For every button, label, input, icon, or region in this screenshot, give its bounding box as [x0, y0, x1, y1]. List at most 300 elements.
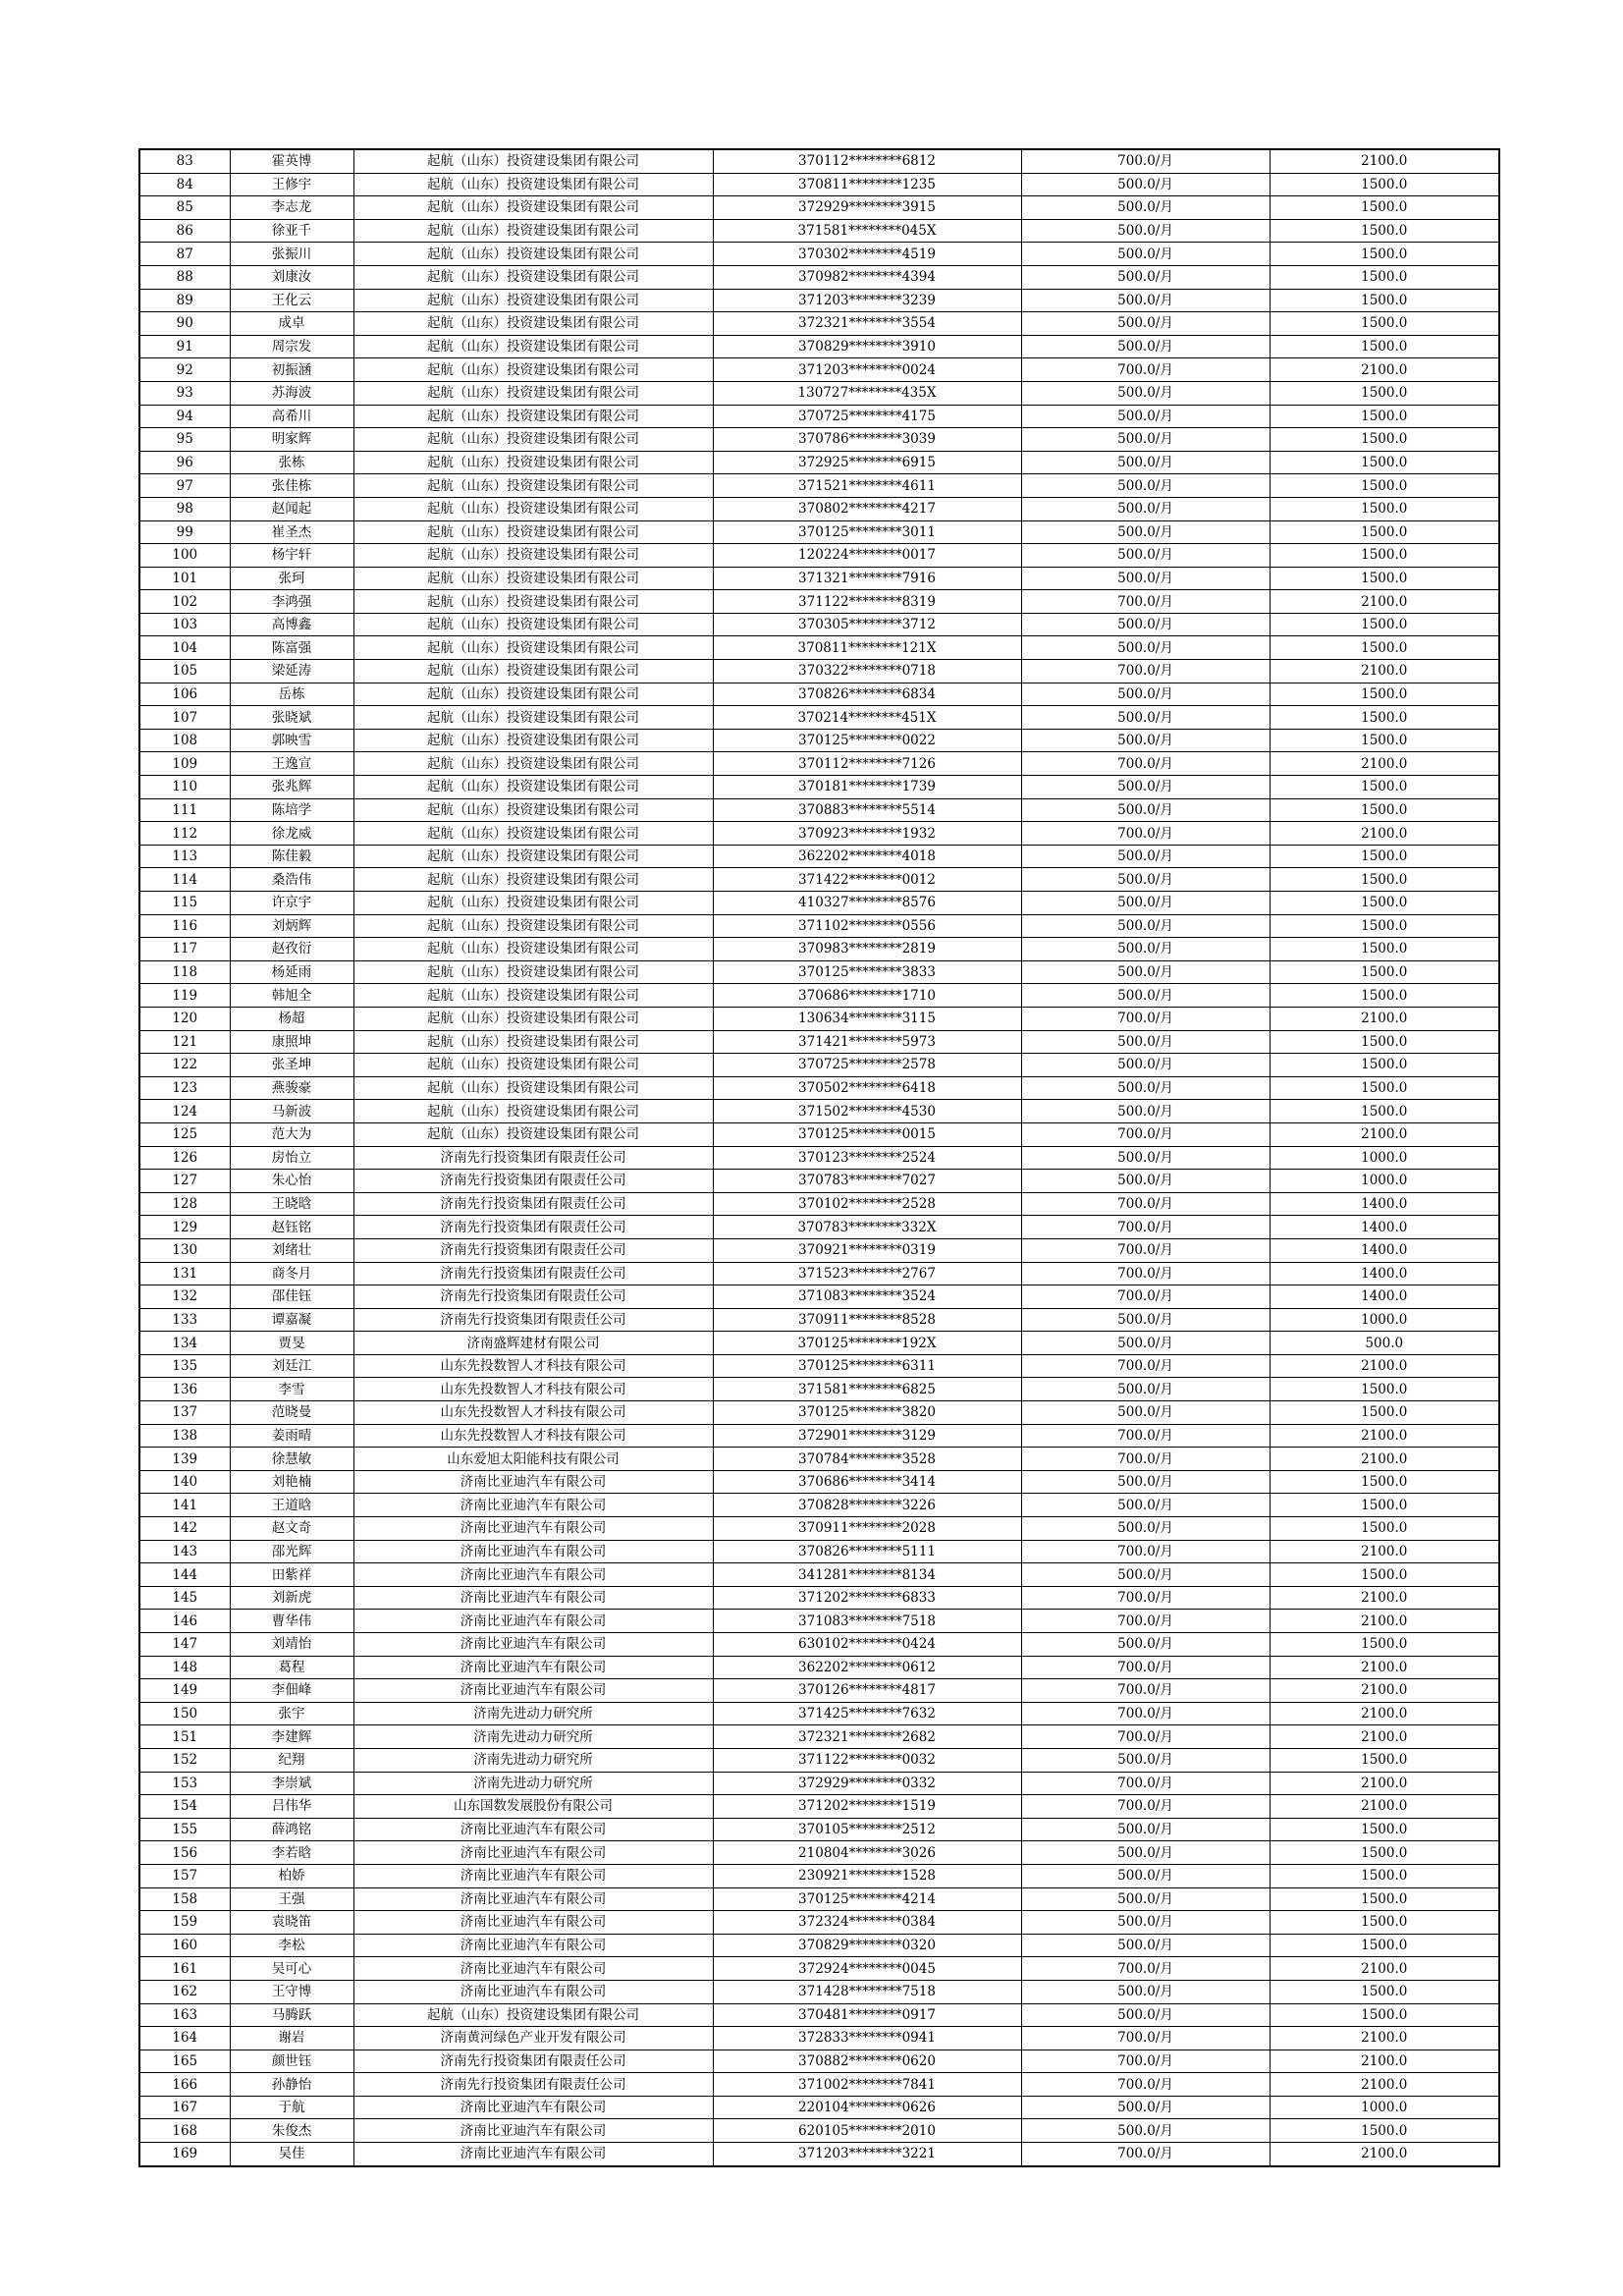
row-number-cell: 130 — [139, 1238, 230, 1262]
table-row — [139, 706, 1499, 730]
row-number-cell: 145 — [139, 1586, 230, 1610]
subsidy-total-cell: 1500.0 — [1270, 636, 1499, 660]
row-number-cell: 101 — [139, 567, 230, 590]
person-name-cell: 马腾跃 — [230, 2003, 353, 2027]
subsidy-standard-cell: 700.0/月 — [1021, 1702, 1270, 1725]
table-row — [139, 1864, 1499, 1887]
row-number-cell: 111 — [139, 798, 230, 822]
person-name-cell: 李志龙 — [230, 196, 353, 220]
subsidy-standard-cell: 700.0/月 — [1021, 1795, 1270, 1819]
person-name-cell: 刘绪壮 — [230, 1238, 353, 1262]
company-name-cell: 起航（山东）投资建设集团有限公司 — [353, 706, 713, 730]
person-name-cell: 王道晗 — [230, 1494, 353, 1517]
subsidy-total-cell: 1500.0 — [1270, 1517, 1499, 1541]
subsidy-total-cell: 2100.0 — [1270, 1702, 1499, 1725]
subsidy-total-cell: 1000.0 — [1270, 1146, 1499, 1170]
table-row — [139, 845, 1499, 868]
subsidy-total-cell: 1500.0 — [1270, 938, 1499, 961]
table-row — [139, 1540, 1499, 1563]
row-number-cell: 116 — [139, 914, 230, 938]
row-number-cell: 155 — [139, 1818, 230, 1841]
table-row — [139, 381, 1499, 405]
person-name-cell: 柏娇 — [230, 1864, 353, 1887]
subsidy-total-cell: 1500.0 — [1270, 335, 1499, 358]
subsidy-total-cell: 2100.0 — [1270, 1772, 1499, 1795]
id-number-cell: 370882********0620 — [713, 2050, 1021, 2073]
table-row — [139, 2027, 1499, 2050]
id-number-cell: 370322********0718 — [713, 660, 1021, 683]
id-number-cell: 370181********1739 — [713, 776, 1021, 799]
row-number-cell: 135 — [139, 1354, 230, 1378]
person-name-cell: 贾旻 — [230, 1332, 353, 1355]
subsidy-standard-cell: 700.0/月 — [1021, 1122, 1270, 1146]
row-number-cell: 108 — [139, 729, 230, 752]
table-row — [139, 2096, 1499, 2119]
row-number-cell: 89 — [139, 289, 230, 312]
subsidy-total-cell: 1500.0 — [1270, 1563, 1499, 1587]
subsidy-total-cell: 1500.0 — [1270, 428, 1499, 452]
person-name-cell: 刘靖怡 — [230, 1633, 353, 1657]
company-name-cell: 济南比亚迪汽车有限公司 — [353, 1610, 713, 1633]
company-name-cell: 济南比亚迪汽车有限公司 — [353, 1864, 713, 1887]
subsidy-total-cell: 1500.0 — [1270, 1841, 1499, 1865]
id-number-cell: 372833********0941 — [713, 2027, 1021, 2050]
company-name-cell: 起航（山东）投资建设集团有限公司 — [353, 822, 713, 846]
row-number-cell: 139 — [139, 1448, 230, 1471]
subsidy-total-cell: 1500.0 — [1270, 798, 1499, 822]
subsidy-total-cell: 1500.0 — [1270, 567, 1499, 590]
subsidy-standard-cell: 500.0/月 — [1021, 1378, 1270, 1401]
person-name-cell: 康照坤 — [230, 1030, 353, 1054]
table-row — [139, 1957, 1499, 1981]
id-number-cell: 372924********0045 — [713, 1957, 1021, 1981]
person-name-cell: 邵佳钰 — [230, 1285, 353, 1309]
id-number-cell: 370786********3039 — [713, 428, 1021, 452]
company-name-cell: 济南先行投资集团有限责任公司 — [353, 2073, 713, 2097]
table-row — [139, 1517, 1499, 1541]
person-name-cell: 张圣坤 — [230, 1054, 353, 1077]
subsidy-total-cell: 2100.0 — [1270, 2073, 1499, 2097]
company-name-cell: 起航（山东）投资建设集团有限公司 — [353, 984, 713, 1008]
id-number-cell: 371202********1519 — [713, 1795, 1021, 1819]
row-number-cell: 105 — [139, 660, 230, 683]
table-row — [139, 1610, 1499, 1633]
person-name-cell: 刘新虎 — [230, 1586, 353, 1610]
subsidy-total-cell: 1500.0 — [1270, 729, 1499, 752]
person-name-cell: 范大为 — [230, 1122, 353, 1146]
person-name-cell: 颜世钰 — [230, 2050, 353, 2073]
company-name-cell: 济南先行投资集团有限责任公司 — [353, 1146, 713, 1170]
company-name-cell: 济南比亚迪汽车有限公司 — [353, 1679, 713, 1703]
company-name-cell: 起航（山东）投资建设集团有限公司 — [353, 289, 713, 312]
row-number-cell: 134 — [139, 1332, 230, 1355]
subsidy-standard-cell: 500.0/月 — [1021, 613, 1270, 636]
table-row — [139, 289, 1499, 312]
person-name-cell: 谢岩 — [230, 2027, 353, 2050]
table-row — [139, 428, 1499, 452]
person-name-cell: 燕骏豪 — [230, 1076, 353, 1100]
table-row — [139, 1076, 1499, 1100]
subsidy-standard-cell: 500.0/月 — [1021, 474, 1270, 498]
company-name-cell: 济南比亚迪汽车有限公司 — [353, 1517, 713, 1541]
person-name-cell: 李佃峰 — [230, 1679, 353, 1703]
row-number-cell: 113 — [139, 845, 230, 868]
id-number-cell: 370125********0015 — [713, 1122, 1021, 1146]
id-number-cell: 370783********332X — [713, 1216, 1021, 1239]
person-name-cell: 苏海波 — [230, 381, 353, 405]
row-number-cell: 90 — [139, 312, 230, 336]
subsidy-standard-cell: 700.0/月 — [1021, 2143, 1270, 2166]
company-name-cell: 起航（山东）投资建设集团有限公司 — [353, 149, 713, 173]
person-name-cell: 刘炳辉 — [230, 914, 353, 938]
subsidy-standard-cell: 500.0/月 — [1021, 312, 1270, 336]
company-name-cell: 起航（山东）投资建设集团有限公司 — [353, 752, 713, 776]
person-name-cell: 成卓 — [230, 312, 353, 336]
company-name-cell: 济南先进动力研究所 — [353, 1702, 713, 1725]
table-row — [139, 2050, 1499, 2073]
id-number-cell: 370811********1235 — [713, 173, 1021, 196]
person-name-cell: 于航 — [230, 2096, 353, 2119]
company-name-cell: 山东爱旭太阳能科技有限公司 — [353, 1448, 713, 1471]
id-number-cell: 370802********4217 — [713, 497, 1021, 520]
table-row — [139, 1887, 1499, 1911]
id-number-cell: 230921********1528 — [713, 1864, 1021, 1887]
subsidy-standard-cell: 500.0/月 — [1021, 892, 1270, 915]
table-row — [139, 2003, 1499, 2027]
row-number-cell: 158 — [139, 1887, 230, 1911]
table-row — [139, 914, 1499, 938]
subsidy-total-cell: 1500.0 — [1270, 960, 1499, 984]
table-row — [139, 1841, 1499, 1865]
subsidy-standard-cell: 500.0/月 — [1021, 683, 1270, 706]
person-name-cell: 李鸿强 — [230, 590, 353, 614]
subsidy-standard-cell: 500.0/月 — [1021, 1332, 1270, 1355]
id-number-cell: 370911********8528 — [713, 1308, 1021, 1332]
subsidy-standard-cell: 500.0/月 — [1021, 1633, 1270, 1657]
subsidy-standard-cell: 500.0/月 — [1021, 1911, 1270, 1935]
subsidy-total-cell: 2100.0 — [1270, 1656, 1499, 1679]
person-name-cell: 张宇 — [230, 1702, 353, 1725]
subsidy-standard-cell: 700.0/月 — [1021, 1216, 1270, 1239]
company-name-cell: 起航（山东）投资建设集团有限公司 — [353, 381, 713, 405]
company-name-cell: 济南先进动力研究所 — [353, 1748, 713, 1772]
table-row — [139, 1030, 1499, 1054]
table-row — [139, 1054, 1499, 1077]
subsidy-total-cell: 1500.0 — [1270, 520, 1499, 544]
id-number-cell: 370784********3528 — [713, 1448, 1021, 1471]
subsidy-standard-cell: 700.0/月 — [1021, 1679, 1270, 1703]
company-name-cell: 济南比亚迪汽车有限公司 — [353, 1563, 713, 1587]
row-number-cell: 103 — [139, 613, 230, 636]
subsidy-standard-cell: 500.0/月 — [1021, 1494, 1270, 1517]
row-number-cell: 168 — [139, 2119, 230, 2143]
company-name-cell: 山东先投数智人才科技有限公司 — [353, 1354, 713, 1378]
subsidy-standard-cell: 700.0/月 — [1021, 1772, 1270, 1795]
id-number-cell: 630102********0424 — [713, 1633, 1021, 1657]
table-row — [139, 1332, 1499, 1355]
subsidy-total-cell: 1500.0 — [1270, 984, 1499, 1008]
table-row — [139, 1494, 1499, 1517]
subsidy-standard-cell: 700.0/月 — [1021, 2027, 1270, 2050]
company-name-cell: 济南比亚迪汽车有限公司 — [353, 1957, 713, 1981]
row-number-cell: 83 — [139, 149, 230, 173]
subsidy-standard-cell: 700.0/月 — [1021, 1586, 1270, 1610]
company-name-cell: 起航（山东）投资建设集团有限公司 — [353, 914, 713, 938]
person-name-cell: 曹华伟 — [230, 1610, 353, 1633]
subsidy-standard-cell: 700.0/月 — [1021, 1540, 1270, 1563]
row-number-cell: 150 — [139, 1702, 230, 1725]
subsidy-standard-cell: 500.0/月 — [1021, 196, 1270, 220]
row-number-cell: 109 — [139, 752, 230, 776]
person-name-cell: 霍英博 — [230, 149, 353, 173]
table-row — [139, 567, 1499, 590]
id-number-cell: 370125********3011 — [713, 520, 1021, 544]
id-number-cell: 370125********0022 — [713, 729, 1021, 752]
company-name-cell: 起航（山东）投资建设集团有限公司 — [353, 729, 713, 752]
subsidy-standard-cell: 700.0/月 — [1021, 1448, 1270, 1471]
company-name-cell: 起航（山东）投资建设集团有限公司 — [353, 358, 713, 382]
id-number-cell: 372901********3129 — [713, 1424, 1021, 1448]
subsidy-standard-cell: 500.0/月 — [1021, 776, 1270, 799]
person-name-cell: 徐慧敏 — [230, 1448, 353, 1471]
table-row — [139, 1656, 1499, 1679]
subsidy-total-cell: 1500.0 — [1270, 196, 1499, 220]
subsidy-total-cell: 1500.0 — [1270, 474, 1499, 498]
person-name-cell: 田紫祥 — [230, 1563, 353, 1587]
company-name-cell: 起航（山东）投资建设集团有限公司 — [353, 636, 713, 660]
company-name-cell: 济南比亚迪汽车有限公司 — [353, 2143, 713, 2166]
row-number-cell: 86 — [139, 219, 230, 243]
person-name-cell: 范晓曼 — [230, 1401, 353, 1425]
subsidy-total-cell: 1500.0 — [1270, 1818, 1499, 1841]
id-number-cell: 371421********5973 — [713, 1030, 1021, 1054]
row-number-cell: 162 — [139, 1980, 230, 2003]
id-number-cell: 371202********6833 — [713, 1586, 1021, 1610]
person-name-cell: 张兆辉 — [230, 776, 353, 799]
subsidy-total-cell: 1400.0 — [1270, 1216, 1499, 1239]
subsidy-total-cell: 1500.0 — [1270, 914, 1499, 938]
id-number-cell: 370783********7027 — [713, 1170, 1021, 1193]
row-number-cell: 136 — [139, 1378, 230, 1401]
subsidy-total-cell: 1500.0 — [1270, 1100, 1499, 1123]
person-name-cell: 周宗发 — [230, 335, 353, 358]
subsidy-total-cell: 1500.0 — [1270, 1030, 1499, 1054]
id-number-cell: 371422********0012 — [713, 868, 1021, 892]
table-row — [139, 2143, 1499, 2166]
person-name-cell: 王化云 — [230, 289, 353, 312]
row-number-cell: 99 — [139, 520, 230, 544]
table-row — [139, 1748, 1499, 1772]
subsidy-total-cell: 1500.0 — [1270, 1980, 1499, 2003]
row-number-cell: 102 — [139, 590, 230, 614]
company-name-cell: 起航（山东）投资建设集团有限公司 — [353, 243, 713, 266]
company-name-cell: 济南先行投资集团有限责任公司 — [353, 1285, 713, 1309]
subsidy-standard-cell: 700.0/月 — [1021, 2050, 1270, 2073]
row-number-cell: 122 — [139, 1054, 230, 1077]
person-name-cell: 吴佳 — [230, 2143, 353, 2166]
subsidy-standard-cell: 500.0/月 — [1021, 2119, 1270, 2143]
subsidy-standard-cell: 700.0/月 — [1021, 1957, 1270, 1981]
id-number-cell: 370982********4394 — [713, 265, 1021, 289]
company-name-cell: 起航（山东）投资建设集团有限公司 — [353, 544, 713, 568]
company-name-cell: 山东国数发展股份有限公司 — [353, 1795, 713, 1819]
id-number-cell: 371523********2767 — [713, 1262, 1021, 1285]
subsidy-standard-cell: 500.0/月 — [1021, 636, 1270, 660]
company-name-cell: 起航（山东）投资建设集团有限公司 — [353, 960, 713, 984]
subsidy-standard-cell: 500.0/月 — [1021, 1841, 1270, 1865]
id-number-cell: 130727********435X — [713, 381, 1021, 405]
subsidy-total-cell: 2100.0 — [1270, 590, 1499, 614]
table-row — [139, 451, 1499, 474]
id-number-cell: 370983********2819 — [713, 938, 1021, 961]
row-number-cell: 115 — [139, 892, 230, 915]
table-row — [139, 683, 1499, 706]
table-row — [139, 1285, 1499, 1309]
company-name-cell: 起航（山东）投资建设集团有限公司 — [353, 2003, 713, 2027]
table-row — [139, 1911, 1499, 1935]
person-name-cell: 杨宇轩 — [230, 544, 353, 568]
person-name-cell: 王逸宣 — [230, 752, 353, 776]
row-number-cell: 112 — [139, 822, 230, 846]
subsidy-total-cell: 2100.0 — [1270, 822, 1499, 846]
row-number-cell: 97 — [139, 474, 230, 498]
subsidy-total-cell: 1500.0 — [1270, 1054, 1499, 1077]
subsidy-standard-cell: 700.0/月 — [1021, 1285, 1270, 1309]
id-number-cell: 371102********0556 — [713, 914, 1021, 938]
table-row — [139, 729, 1499, 752]
table-row — [139, 613, 1499, 636]
table-row — [139, 1679, 1499, 1703]
id-number-cell: 370826********6834 — [713, 683, 1021, 706]
id-number-cell: 372929********0332 — [713, 1772, 1021, 1795]
id-number-cell: 410327********8576 — [713, 892, 1021, 915]
company-name-cell: 起航（山东）投资建设集团有限公司 — [353, 1030, 713, 1054]
person-name-cell: 梁延涛 — [230, 660, 353, 683]
company-name-cell: 起航（山东）投资建设集团有限公司 — [353, 428, 713, 452]
company-name-cell: 起航（山东）投资建设集团有限公司 — [353, 520, 713, 544]
row-number-cell: 84 — [139, 173, 230, 196]
subsidy-total-cell: 2100.0 — [1270, 660, 1499, 683]
subsidy-standard-cell: 700.0/月 — [1021, 1238, 1270, 1262]
company-name-cell: 起航（山东）投资建设集团有限公司 — [353, 497, 713, 520]
table-row — [139, 1238, 1499, 1262]
id-number-cell: 220104********0626 — [713, 2096, 1021, 2119]
row-number-cell: 106 — [139, 683, 230, 706]
subsidy-standard-cell: 500.0/月 — [1021, 173, 1270, 196]
row-number-cell: 120 — [139, 1007, 230, 1030]
id-number-cell: 370214********451X — [713, 706, 1021, 730]
subsidy-standard-cell: 500.0/月 — [1021, 914, 1270, 938]
table-row — [139, 798, 1499, 822]
id-number-cell: 370686********1710 — [713, 984, 1021, 1008]
row-number-cell: 110 — [139, 776, 230, 799]
row-number-cell: 88 — [139, 265, 230, 289]
table-row — [139, 636, 1499, 660]
company-name-cell: 起航（山东）投资建设集团有限公司 — [353, 451, 713, 474]
id-number-cell: 372321********2682 — [713, 1725, 1021, 1749]
company-name-cell: 山东先投数智人才科技有限公司 — [353, 1401, 713, 1425]
table-row — [139, 660, 1499, 683]
table-row — [139, 1354, 1499, 1378]
id-number-cell: 370125********3833 — [713, 960, 1021, 984]
company-name-cell: 济南比亚迪汽车有限公司 — [353, 1494, 713, 1517]
subsidy-standard-cell: 500.0/月 — [1021, 451, 1270, 474]
subsidy-standard-cell: 500.0/月 — [1021, 1563, 1270, 1587]
person-name-cell: 赵闻起 — [230, 497, 353, 520]
table-row — [139, 405, 1499, 428]
table-row — [139, 497, 1499, 520]
id-number-cell: 371428********7518 — [713, 1980, 1021, 2003]
subsidy-standard-cell: 500.0/月 — [1021, 1170, 1270, 1193]
row-number-cell: 152 — [139, 1748, 230, 1772]
subsidy-total-cell: 2100.0 — [1270, 1610, 1499, 1633]
company-name-cell: 济南先行投资集团有限责任公司 — [353, 1192, 713, 1216]
table-row — [139, 358, 1499, 382]
company-name-cell: 起航（山东）投资建设集团有限公司 — [353, 1122, 713, 1146]
subsidy-standard-cell: 500.0/月 — [1021, 845, 1270, 868]
subsidy-standard-cell: 500.0/月 — [1021, 1054, 1270, 1077]
company-name-cell: 起航（山东）投资建设集团有限公司 — [353, 845, 713, 868]
id-number-cell: 370923********1932 — [713, 822, 1021, 846]
row-number-cell: 91 — [139, 335, 230, 358]
row-number-cell: 95 — [139, 428, 230, 452]
subsidy-total-cell: 1500.0 — [1270, 243, 1499, 266]
company-name-cell: 起航（山东）投资建设集团有限公司 — [353, 312, 713, 336]
person-name-cell: 杨延雨 — [230, 960, 353, 984]
company-name-cell: 济南先行投资集团有限责任公司 — [353, 1238, 713, 1262]
company-name-cell: 济南比亚迪汽车有限公司 — [353, 2096, 713, 2119]
subsidy-total-cell: 1400.0 — [1270, 1238, 1499, 1262]
subsidy-standard-cell: 500.0/月 — [1021, 1934, 1270, 1957]
id-number-cell: 371203********3221 — [713, 2143, 1021, 2166]
table-row — [139, 1378, 1499, 1401]
table-row — [139, 752, 1499, 776]
subsidy-standard-cell: 500.0/月 — [1021, 1076, 1270, 1100]
id-number-cell: 370102********2528 — [713, 1192, 1021, 1216]
subsidy-standard-cell: 700.0/月 — [1021, 1007, 1270, 1030]
person-name-cell: 王强 — [230, 1887, 353, 1911]
person-name-cell: 谭嘉凝 — [230, 1308, 353, 1332]
row-number-cell: 169 — [139, 2143, 230, 2166]
subsidy-standard-cell: 500.0/月 — [1021, 428, 1270, 452]
subsidy-standard-cell: 500.0/月 — [1021, 1887, 1270, 1911]
company-name-cell: 起航（山东）投资建设集团有限公司 — [353, 335, 713, 358]
row-number-cell: 124 — [139, 1100, 230, 1123]
table-row — [139, 1448, 1499, 1471]
row-number-cell: 141 — [139, 1494, 230, 1517]
subsidy-total-cell: 1500.0 — [1270, 892, 1499, 915]
row-number-cell: 143 — [139, 1540, 230, 1563]
id-number-cell: 370725********2578 — [713, 1054, 1021, 1077]
row-number-cell: 131 — [139, 1262, 230, 1285]
row-number-cell: 153 — [139, 1772, 230, 1795]
id-number-cell: 372321********3554 — [713, 312, 1021, 336]
table-row — [139, 1216, 1499, 1239]
person-name-cell: 邵光辉 — [230, 1540, 353, 1563]
subsidy-standard-cell: 500.0/月 — [1021, 1864, 1270, 1887]
id-number-cell: 370305********3712 — [713, 613, 1021, 636]
company-name-cell: 起航（山东）投资建设集团有限公司 — [353, 892, 713, 915]
row-number-cell: 117 — [139, 938, 230, 961]
row-number-cell: 132 — [139, 1285, 230, 1309]
subsidy-total-cell: 1400.0 — [1270, 1262, 1499, 1285]
row-number-cell: 119 — [139, 984, 230, 1008]
id-number-cell: 370811********121X — [713, 636, 1021, 660]
subsidy-standard-cell: 500.0/月 — [1021, 520, 1270, 544]
subsidy-standard-cell: 500.0/月 — [1021, 544, 1270, 568]
table-row — [139, 1633, 1499, 1657]
id-number-cell: 370481********0917 — [713, 2003, 1021, 2027]
